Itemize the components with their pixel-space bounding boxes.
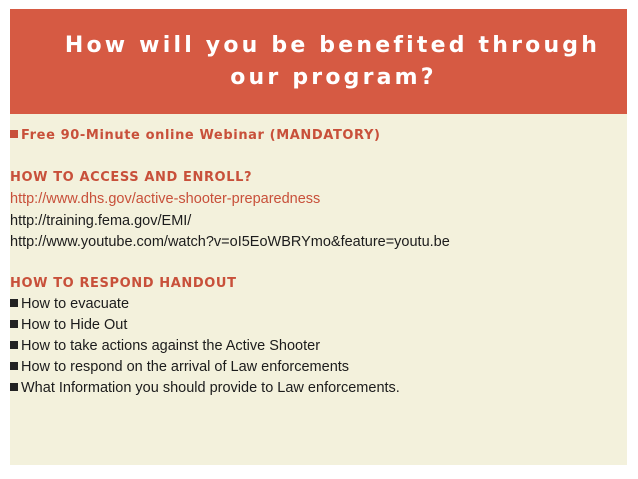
list-item-label: What Information you should provide to Law enforcements. [21,380,400,396]
square-bullet-icon [10,362,18,370]
list-item [10,338,320,354]
handout-heading: HOW TO RESPOND HANDOUT [10,276,237,291]
square-bullet-icon [10,299,18,307]
title-band [10,9,627,114]
access-heading: HOW TO ACCESS AND ENROLL? [10,170,253,185]
webinar-label: Free 90-Minute online Webinar (MANDATORY) [21,128,381,143]
list-item-label: How to respond on the arrival of Law enforcements [21,359,350,375]
square-bullet-icon [10,383,18,391]
list-item-label: How to Hide Out [21,317,128,333]
list-item-label: How to evacuate [21,296,130,312]
list-item [10,317,127,333]
list-item-label: How to take actions against the Active Shooter [21,338,321,354]
link-youtube[interactable]: http://www.youtube.com/watch?v=oI5EoWBRYmo&feature=youtu.be [10,234,450,250]
link-fema[interactable]: http://training.fema.gov/EMI/ [10,213,192,229]
link-dhs[interactable]: http://www.dhs.gov/active-shooter-preparedness [10,191,321,207]
square-bullet-icon [10,320,18,328]
list-item [10,359,349,375]
square-bullet-icon [10,130,18,138]
slide-title-line-2: our program? [230,64,437,90]
webinar-item [10,128,381,143]
list-item [10,296,129,312]
square-bullet-icon [10,341,18,349]
content-panel [10,114,627,465]
list-item [10,380,400,396]
slide-title-line-1: How will you be benefited through [64,32,601,58]
